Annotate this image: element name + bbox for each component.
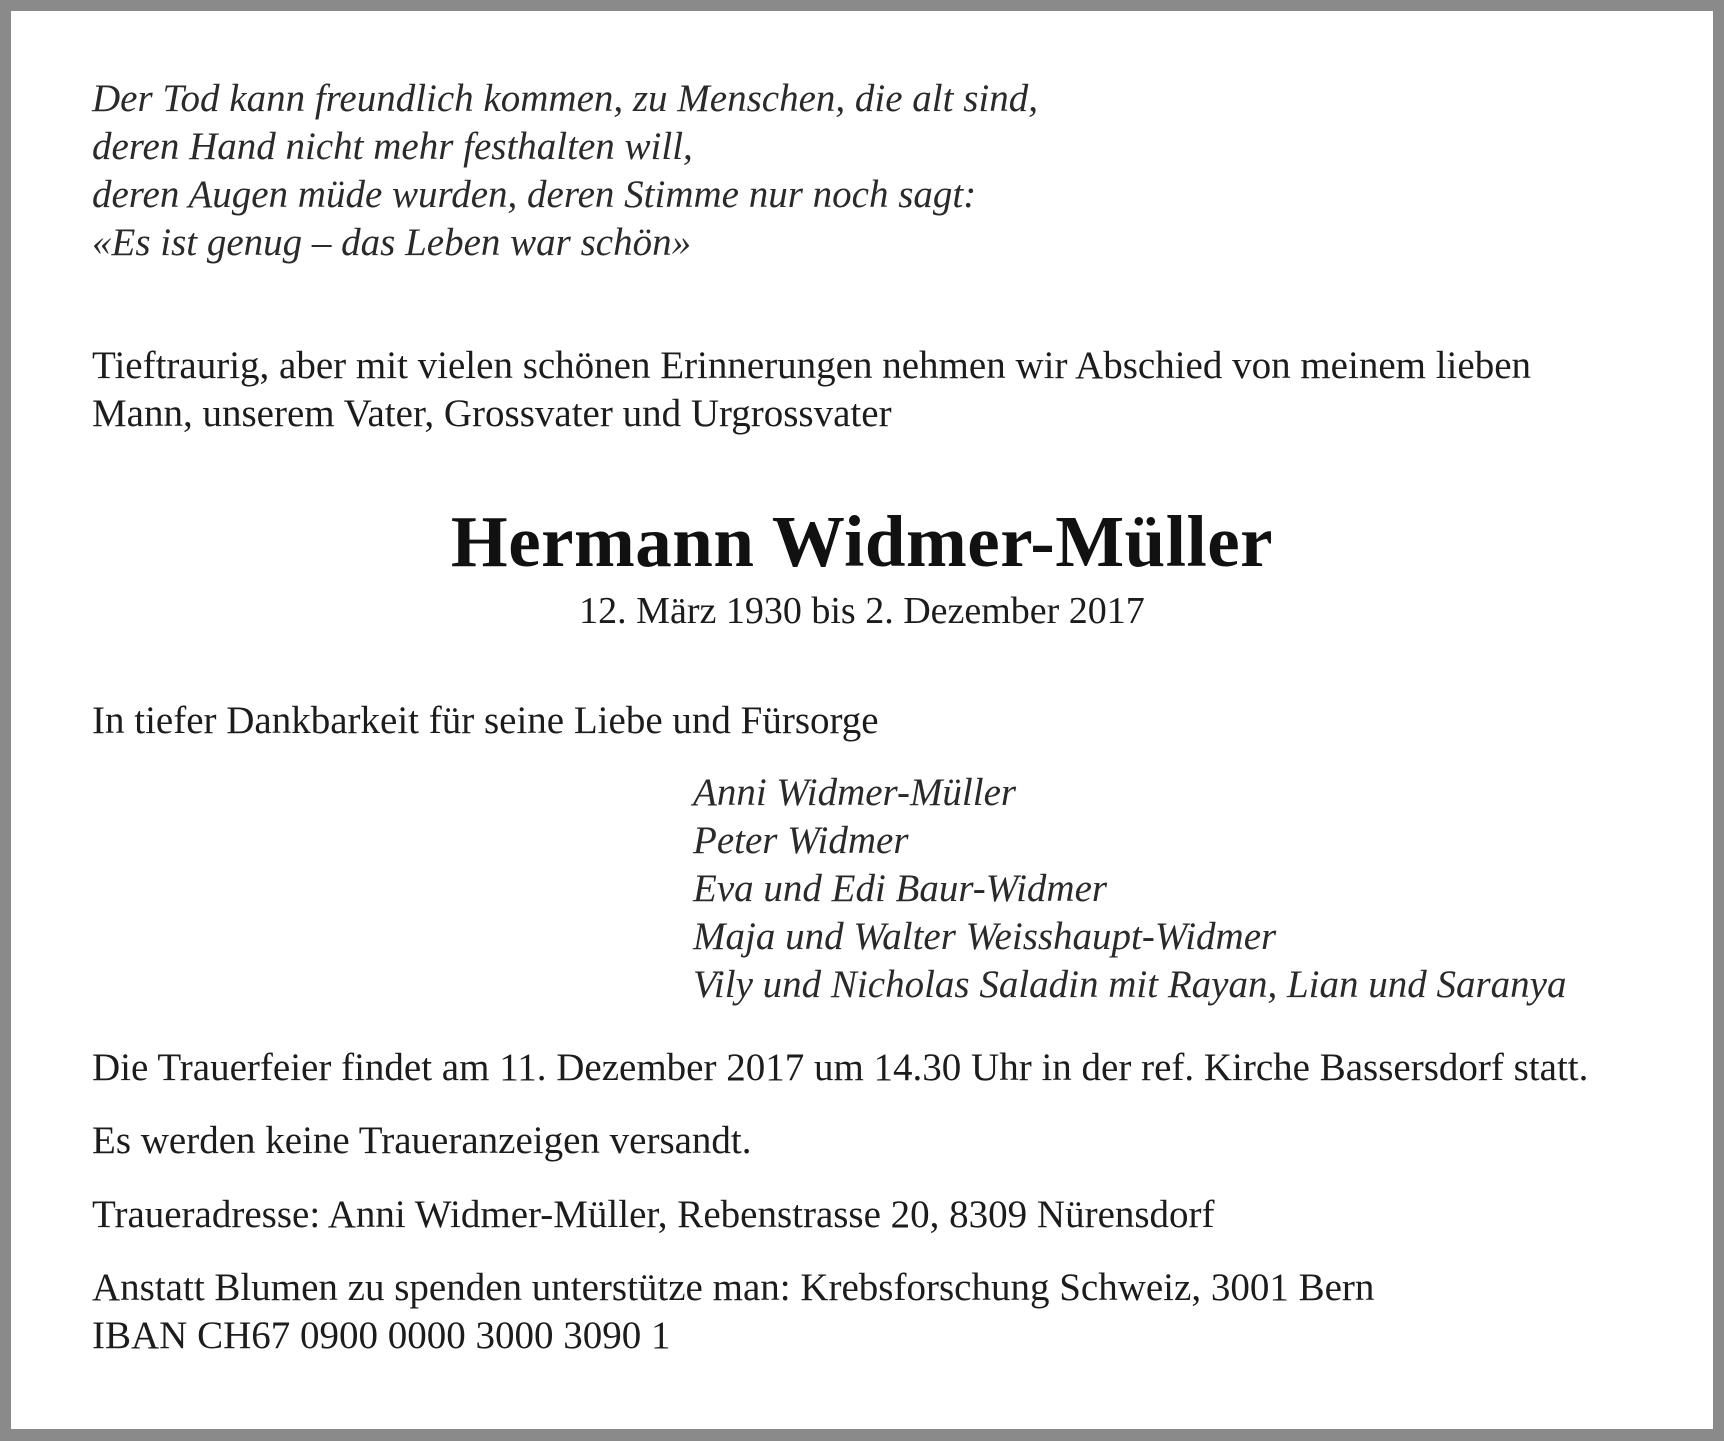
poem-line: Der Tod kann freundlich kommen, zu Menschen, die alt sind, xyxy=(92,77,1038,120)
family-member: Vily und Nicholas Saladin mit Rayan, Lian und Saranya xyxy=(693,963,1567,1006)
intro-line: Tieftraurig, aber mit vielen schönen Erinnerungen nehmen wir Abschied von meinem lieben xyxy=(92,344,1532,387)
family-member: Maja und Walter Weisshaupt-Widmer xyxy=(693,915,1277,958)
poem-line: deren Augen müde wurden, deren Stimme nur noch sagt: xyxy=(92,173,977,216)
poem-line: «Es ist genug – das Leben war schön» xyxy=(92,221,692,264)
family-member: Anni Widmer-Müller xyxy=(693,771,1017,814)
donation-iban: IBAN CH67 0900 0000 3000 3090 1 xyxy=(92,1314,671,1357)
family-member: Eva und Edi Baur-Widmer xyxy=(693,867,1108,910)
no-notices-info: Es werden keine Traueranzeigen versandt. xyxy=(92,1119,752,1162)
family-member: Peter Widmer xyxy=(693,819,909,862)
donation-line: Anstatt Blumen zu spenden unterstütze man: Krebsforschung Schweiz, 3001 Bern xyxy=(92,1266,1375,1309)
mourning-address: Traueradresse: Anni Widmer-Müller, Rebenstrasse 20, 8309 Nürensdorf xyxy=(92,1193,1215,1236)
life-dates: 12. März 1930 bis 2. Dezember 2017 xyxy=(579,590,1145,632)
deceased-name: Hermann Widmer-Müller xyxy=(450,501,1274,582)
intro-line: Mann, unserem Vater, Grossvater und Urgrossvater xyxy=(92,392,892,435)
obituary-notice xyxy=(11,11,1713,1429)
poem-line: deren Hand nicht mehr festhalten will, xyxy=(92,125,693,168)
ceremony-info: Die Trauerfeier findet am 11. Dezember 2017 um 14.30 Uhr in der ref. Kirche Bassersdorf statt. xyxy=(92,1046,1589,1089)
gratitude-text: In tiefer Dankbarkeit für seine Liebe und Fürsorge xyxy=(92,699,879,742)
